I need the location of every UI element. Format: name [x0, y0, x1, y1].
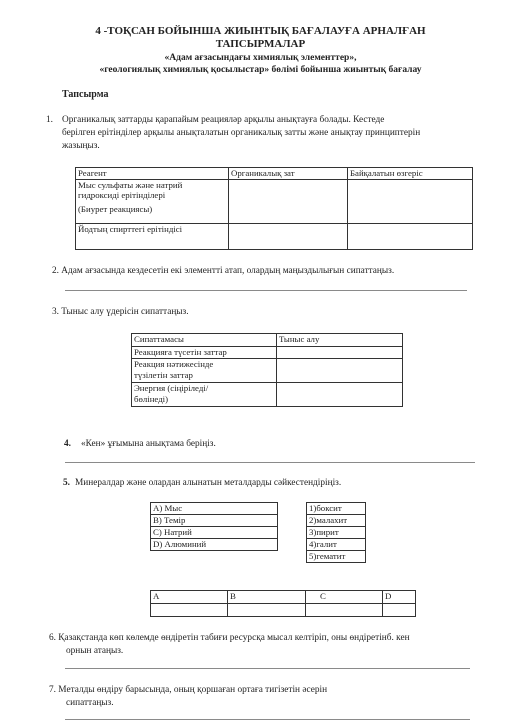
q5-answer-cell-c[interactable]	[306, 604, 383, 617]
q3-row3-line2: бөлінеді)	[134, 393, 169, 404]
q1-row2-change-cell[interactable]	[348, 223, 473, 249]
q1-line3: жазыңыз.	[62, 141, 100, 151]
q5-left-a: A) Мыс	[151, 503, 278, 515]
q3-header-breathing: Тыныс алу	[277, 334, 403, 347]
q3-row2-label	[132, 359, 277, 383]
q7-line2: сипаттаңыз.	[66, 698, 114, 708]
q4-number: 4.	[64, 439, 71, 449]
q1-header-organic: Органикалық зат	[229, 168, 348, 180]
section-label: Тапсырма	[62, 89, 109, 100]
q1-row2-organic-cell[interactable]	[229, 223, 348, 249]
q3-row3-line1: Энергия (сіңіріледі/	[134, 383, 209, 393]
q2-text: 2. Адам ағзасында кездесетін екі элементті атап, олардың маңыздылығын сипаттаңыз.	[52, 266, 395, 276]
page-title-line2: ТАПСЫРМАЛАР	[215, 38, 306, 50]
q1-line1: Органикалық заттарды қарапайым реацияләр арқылы анықтауға болады. Кестеде	[62, 115, 385, 125]
q6-text	[49, 632, 499, 658]
q5-number: 5.	[63, 478, 70, 488]
q1-row1-reagent	[76, 179, 229, 223]
q5-answer-cell-b[interactable]	[228, 604, 306, 617]
q1-number: 1.	[46, 115, 53, 125]
q3-header-desc: Сипаттамасы	[132, 334, 277, 347]
q1-row1-line2: гидроксиді ерітінділері	[78, 190, 166, 200]
q4-text: «Кен» ұғымына анықтама беріңіз.	[81, 439, 216, 449]
q3-row3-label	[132, 383, 277, 407]
q1-row1-line1: Мыс сульфаты және натрий	[78, 179, 183, 190]
q5-answer-cell-d[interactable]	[383, 604, 416, 617]
q5-right-5: 5)гематит	[307, 551, 366, 563]
q6-line2: орнын атаңыз.	[66, 646, 124, 656]
q1-text	[62, 114, 492, 153]
q7-answer-line[interactable]	[65, 719, 470, 720]
q3-row2-cell[interactable]	[277, 359, 403, 383]
q3-row1-cell[interactable]	[277, 347, 403, 359]
q1-header-reagent: Реагент	[76, 168, 229, 180]
q5-right-1: 1)боксит	[307, 503, 366, 515]
q7-text	[49, 684, 499, 710]
q6-answer-line[interactable]	[65, 668, 470, 669]
q3-row1-label: Реакцияға түсетін заттар	[132, 347, 277, 359]
q1-row1-line3: (Биурет реакциясы)	[78, 203, 153, 214]
q1-row1-organic-cell[interactable]	[229, 179, 348, 223]
q5-left-list	[150, 502, 278, 551]
q5-right-4: 4)галит	[307, 539, 366, 551]
q2-answer-line[interactable]	[65, 290, 467, 291]
q5-left-d: D) Алюминий	[151, 539, 278, 551]
q1-line2: берілген ерітінділер арқылы анықталатын органикалық затты және анықтау принциптерін	[62, 128, 421, 138]
q5-answer-table	[150, 590, 416, 617]
q3-row2-line2: түзілетін заттар	[134, 369, 193, 380]
q5-answer-header-b: B	[228, 591, 306, 604]
q3-row3-cell[interactable]	[277, 383, 403, 407]
q5-answer-header-a: A	[151, 591, 228, 604]
q1-row2-reagent: Йодтың спирттегі ерітіндісі	[76, 223, 229, 249]
q3-table	[131, 333, 403, 407]
subtitle-line2: «геологиялық химиялық қосылыстар» бөлімі бойынша жиынтық бағалау	[99, 65, 422, 75]
subtitle-line1: «Адам ағзасындағы химиялық элементтер»,	[164, 53, 357, 63]
q4-answer-line[interactable]	[65, 462, 475, 463]
q5-text: Минералдар және олардан алынатын металдарды сәйкестендіріңіз.	[75, 478, 342, 488]
q3-text: 3. Тыныс алу үдерісін сипаттаңыз.	[52, 307, 189, 317]
q5-left-b: B) Темір	[151, 515, 278, 527]
q6-line1: 6. Қазақстанда көп көлемде өндіретін табиғи ресурсқа мысал келтіріп, оны өндіретінб. кен	[49, 633, 410, 643]
q1-table	[75, 167, 473, 250]
q5-answer-header-c: C	[306, 591, 383, 604]
q1-header-change: Байқалатын өзгеріс	[348, 168, 473, 180]
q3-row2-line1: Реакция нәтижесінде	[134, 359, 214, 369]
q5-left-c: C) Натрий	[151, 527, 278, 539]
page-title-line1: 4 -ТОҚСАН БОЙЫНША ЖИЫНТЫҚ БАҒАЛАУҒА АРНАЛҒАН	[95, 25, 426, 37]
q5-right-3: 3)пирит	[307, 527, 366, 539]
q5-answer-cell-a[interactable]	[151, 604, 228, 617]
q5-answer-header-d: D	[383, 591, 416, 604]
q5-right-list	[306, 502, 366, 563]
q7-line1: 7. Металды өндіру барысында, оның қоршаған ортаға тигізетін әсерін	[49, 685, 328, 695]
q5-right-2: 2)малахит	[307, 515, 366, 527]
q1-row1-change-cell[interactable]	[348, 179, 473, 223]
